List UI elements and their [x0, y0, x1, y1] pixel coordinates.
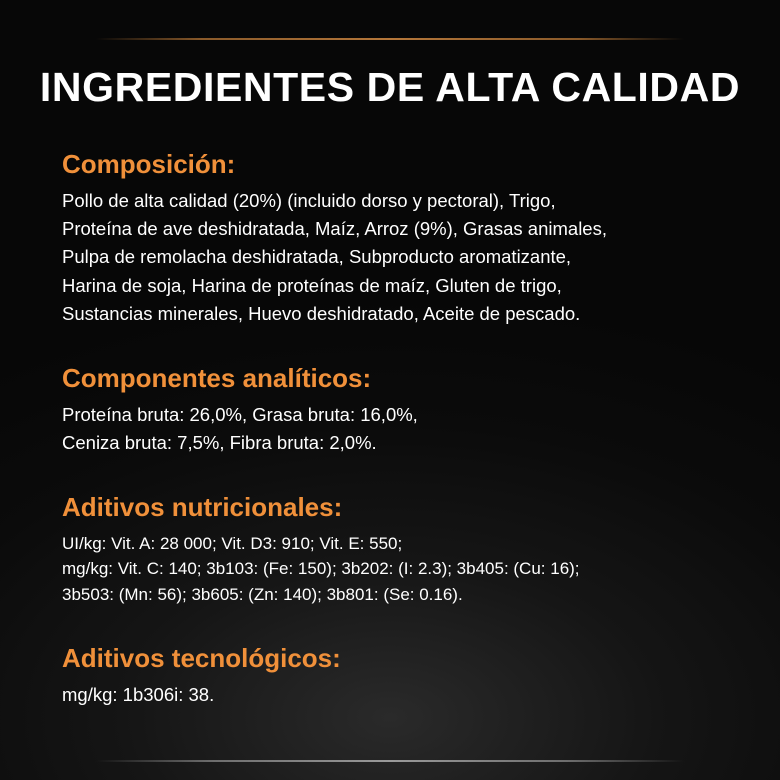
section-heading-aditivos-tecnologicos: Aditivos tecnológicos:: [62, 643, 341, 674]
section-body-aditivos-nutricionales: [62, 531, 730, 608]
page-title: INGREDIENTES DE ALTA CALIDAD: [39, 64, 741, 110]
text-line: Proteína de ave deshidratada, Maíz, Arroz (9%), Grasas animales,: [62, 218, 607, 240]
text-line: Sustancias minerales, Huevo deshidratado, Aceite de pescado.: [62, 302, 581, 324]
section-aditivos-tecnologicos: [62, 642, 730, 709]
bottom-divider: [96, 760, 684, 762]
sections-container: [62, 148, 730, 709]
text-line: Pollo de alta calidad (20%) (incluido dorso y pectoral), Trigo,: [62, 190, 556, 212]
section-body-composicion: [62, 187, 730, 328]
section-componentes-analiticos: [62, 362, 730, 457]
text-line: Harina de soja, Harina de proteínas de maíz, Gluten de trigo,: [62, 274, 562, 296]
text-line: mg/kg: Vit. C: 140; 3b103: (Fe: 150); 3b202: (I: 2.3); 3b405: (Cu: 16);: [62, 559, 580, 579]
top-divider: [96, 38, 684, 40]
text-line: UI/kg: Vit. A: 28 000; Vit. D3: 910; Vit. E: 550;: [62, 533, 403, 553]
section-heading-composicion: Composición:: [62, 149, 236, 179]
text-line: Pulpa de remolacha deshidratada, Subproducto aromatizante,: [62, 246, 572, 268]
section-body-aditivos-tecnologicos: [62, 681, 730, 709]
section-body-componentes-analiticos: [62, 401, 730, 457]
text-line: mg/kg: 1b306i: 38.: [62, 684, 215, 706]
section-aditivos-nutricionales: [62, 491, 730, 608]
section-composicion: [62, 148, 730, 328]
text-line: Ceniza bruta: 7,5%, Fibra bruta: 2,0%.: [62, 432, 377, 454]
text-line: Proteína bruta: 26,0%, Grasa bruta: 16,0%,: [62, 404, 418, 426]
section-heading-aditivos-nutricionales: Aditivos nutricionales:: [62, 492, 343, 523]
text-line: 3b503: (Mn: 56); 3b605: (Zn: 140); 3b801: (Se: 0.16).: [62, 585, 463, 605]
section-heading-componentes-analiticos: Componentes analíticos:: [62, 362, 372, 393]
